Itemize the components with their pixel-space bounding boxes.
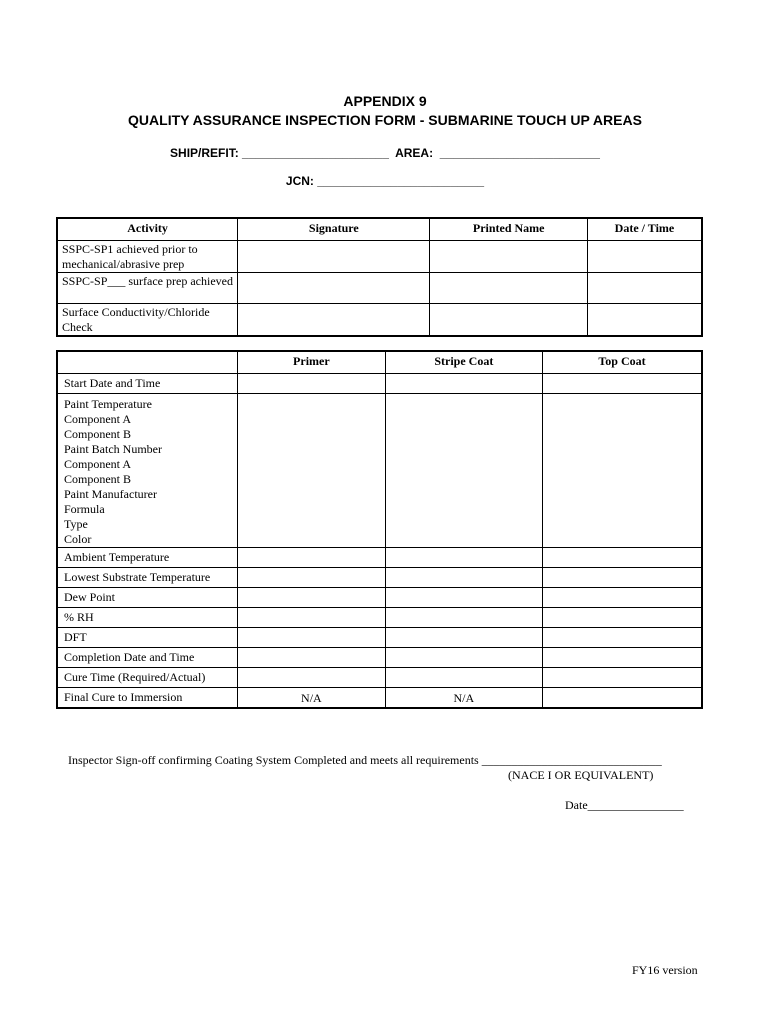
- stripe-coat-cell[interactable]: [385, 568, 542, 588]
- header-primer: Primer: [238, 351, 386, 374]
- table-row: [57, 394, 702, 548]
- date-time-cell[interactable]: [587, 241, 702, 273]
- header-blank: [57, 351, 238, 374]
- primer-cell[interactable]: [238, 548, 386, 568]
- table-row: [57, 568, 702, 588]
- row-label: Start Date and Time: [57, 374, 238, 394]
- stripe-coat-cell[interactable]: [385, 548, 542, 568]
- inspector-signoff-line[interactable]: Inspector Sign-off confirming Coating System Completed and meets all requirements ______________________________: [68, 753, 662, 767]
- table-row: [57, 374, 702, 394]
- row-label: Final Cure to Immersion: [57, 688, 238, 708]
- row-label: Completion Date and Time: [57, 648, 238, 668]
- form-title: QUALITY ASSURANCE INSPECTION FORM - SUBMARINE TOUCH UP AREAS: [128, 112, 642, 128]
- row-label: % RH: [57, 608, 238, 628]
- table-row: [57, 273, 702, 304]
- activity-signoff-table: [56, 217, 703, 337]
- table-row: [57, 628, 702, 648]
- date-field[interactable]: Date________________: [565, 798, 684, 812]
- printed-name-cell[interactable]: [430, 241, 587, 273]
- header-signature: Signature: [238, 218, 430, 241]
- primer-cell[interactable]: [238, 568, 386, 588]
- stripe-coat-cell[interactable]: [385, 588, 542, 608]
- table-row: [57, 588, 702, 608]
- top-coat-cell[interactable]: [543, 628, 702, 648]
- top-coat-cell[interactable]: [543, 668, 702, 688]
- top-coat-cell[interactable]: [543, 374, 702, 394]
- form-appendix-title: APPENDIX 9: [343, 93, 427, 109]
- activity-table-header: [57, 218, 702, 241]
- ship-refit-area-field[interactable]: SHIP/REFIT: ______________________ AREA: ________________________: [170, 146, 600, 160]
- top-coat-cell[interactable]: [543, 608, 702, 628]
- activity-label: Surface Conductivity/Chloride Check: [57, 304, 238, 337]
- jcn-field[interactable]: JCN: _________________________: [285, 174, 485, 188]
- primer-cell[interactable]: [238, 588, 386, 608]
- header-stripe-coat: Stripe Coat: [385, 351, 542, 374]
- stripe-coat-cell[interactable]: [385, 628, 542, 648]
- top-coat-cell[interactable]: [543, 688, 702, 708]
- date-time-cell[interactable]: [587, 273, 702, 304]
- row-label: Ambient Temperature: [57, 548, 238, 568]
- table-row: [57, 241, 702, 273]
- primer-cell[interactable]: [238, 628, 386, 648]
- top-coat-cell[interactable]: [543, 568, 702, 588]
- header-printed-name: Printed Name: [430, 218, 587, 241]
- activity-label: SSPC-SP1 achieved prior to mechanical/abrasive prep: [57, 241, 238, 273]
- stripe-coat-cell[interactable]: [385, 608, 542, 628]
- header-top-coat: Top Coat: [543, 351, 702, 374]
- table-row: [57, 548, 702, 568]
- signature-cell[interactable]: [238, 273, 430, 304]
- date-time-cell[interactable]: [587, 304, 702, 337]
- table-row: [57, 304, 702, 337]
- header-activity: Activity: [57, 218, 238, 241]
- table-row: [57, 608, 702, 628]
- stripe-coat-cell[interactable]: N/A: [385, 688, 542, 708]
- printed-name-cell[interactable]: [430, 273, 587, 304]
- stripe-coat-cell[interactable]: [385, 648, 542, 668]
- stripe-coat-cell[interactable]: [385, 394, 542, 548]
- primer-cell[interactable]: [238, 648, 386, 668]
- activity-label: SSPC-SP___ surface prep achieved: [57, 273, 238, 304]
- row-label: DFT: [57, 628, 238, 648]
- row-label: Dew Point: [57, 588, 238, 608]
- row-label: Lowest Substrate Temperature: [57, 568, 238, 588]
- header-date-time: Date / Time: [587, 218, 702, 241]
- printed-name-cell[interactable]: [430, 304, 587, 337]
- row-label: Cure Time (Required/Actual): [57, 668, 238, 688]
- stripe-coat-cell[interactable]: [385, 668, 542, 688]
- signature-cell[interactable]: [238, 241, 430, 273]
- row-label: Paint Temperature Component A Component B Paint Batch Number Component A Component B Paint Manufacturer Formula Type Color: [57, 394, 238, 548]
- primer-cell[interactable]: N/A: [238, 688, 386, 708]
- primer-cell[interactable]: [238, 668, 386, 688]
- table-row: [57, 688, 702, 708]
- version-label: FY16 version: [632, 963, 698, 977]
- coating-table-header: [57, 351, 702, 374]
- primer-cell[interactable]: [238, 394, 386, 548]
- top-coat-cell[interactable]: [543, 548, 702, 568]
- stripe-coat-cell[interactable]: [385, 374, 542, 394]
- primer-cell[interactable]: [238, 374, 386, 394]
- signature-cell[interactable]: [238, 304, 430, 337]
- table-row: [57, 668, 702, 688]
- top-coat-cell[interactable]: [543, 588, 702, 608]
- coating-record-table: [56, 350, 703, 709]
- table-row: [57, 648, 702, 668]
- primer-cell[interactable]: [238, 608, 386, 628]
- top-coat-cell[interactable]: [543, 648, 702, 668]
- top-coat-cell[interactable]: [543, 394, 702, 548]
- nace-qualifier: (NACE I OR EQUIVALENT): [508, 768, 654, 782]
